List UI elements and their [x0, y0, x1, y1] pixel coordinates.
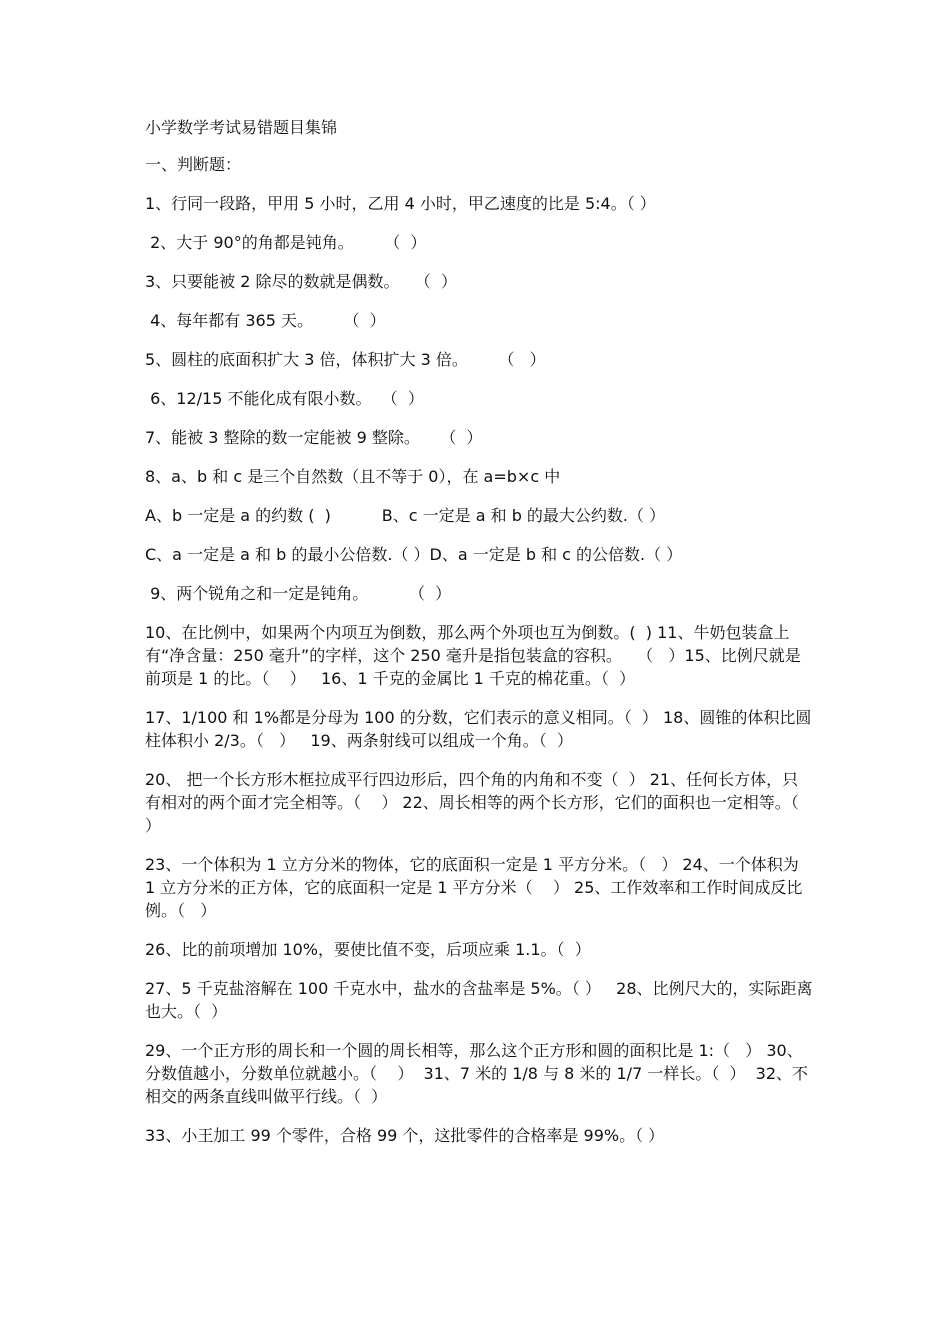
question-item: 2、大于 90°的角都是钝角。 （ ）	[145, 233, 427, 252]
question-item: 33、小王加工 99 个零件，合格 99 个，这批零件的合格率是 99%。（ ）	[145, 1126, 665, 1145]
question-item: 26、比的前项增加 10%，要使比值不变，后项应乘 1.1。（ ）	[145, 940, 591, 959]
question-item: 8、a、b 和 c 是三个自然数（且不等于 0），在 a=b×c 中	[145, 467, 561, 486]
question-paragraph: 27、5 千克盐溶解在 100 千克水中，盐水的含盐率是 5%。（ ） 28、比例尺大的，实际距离也大。（ ）	[145, 979, 813, 1021]
question-item: 1、行同一段路，甲用 5 小时，乙用 4 小时，甲乙速度的比是 5:4。（ ）	[145, 194, 656, 213]
question-item: 6、12/15 不能化成有限小数。 （ ）	[145, 389, 424, 408]
question-item: 5、圆柱的底面积扩大 3 倍，体积扩大 3 倍。 （ ）	[145, 350, 546, 369]
question-option: C、a 一定是 a 和 b 的最小公倍数.（ ）D、a 一定是 b 和 c 的公倍数.（ ）	[145, 545, 683, 564]
question-item: 7、能被 3 整除的数一定能被 9 整除。 （ ）	[145, 428, 483, 447]
question-paragraph: 20、 把一个长方形木框拉成平行四边形后，四个角的内角和不变（ ） 21、任何长方体，只有相对的两个面才完全相等。（ ） 22、周长相等的两个长方形，它们的面积也一定相等。（ ）	[145, 770, 815, 835]
document-title: 小学数学考试易错题目集锦	[145, 118, 338, 137]
question-paragraph: 10、在比例中，如果两个内项互为倒数，那么两个外项也互为倒数。( ) 11、牛奶包装盒上有“净含量：250 毫升”的字样，这个 250 毫升是指包装盒的容积。 （ ）15、比例尺就是前项是 1 的比。（ ） 16、1 千克的金属比 1 千克的棉花重。（ ）	[145, 623, 801, 688]
question-paragraph: 23、一个体积为 1 立方分米的物体，它的底面积一定是 1 平方分米。（ ） 24、一个体积为 1 立方分米的正方体，它的底面积一定是 1 平方分米（ ） 25、工作效率和工作时间成反比例。（ ）	[145, 855, 804, 920]
question-item: 4、每年都有 365 天。 （ ）	[145, 311, 386, 330]
section-heading: 一、判断题：	[145, 155, 242, 174]
question-paragraph: 29、一个正方形的周长和一个圆的周长相等，那么这个正方形和圆的面积比是 1:（ ） 30、分数值越小，分数单位就越小。（ ） 31、7 米的 1/8 与 8 米的 1/7 一样长。（ ） 32、不相交的两条直线叫做平行线。（ ）	[145, 1041, 809, 1106]
question-paragraph: 17、1/100 和 1%都是分母为 100 的分数，它们表示的意义相同。（ ） 18、圆锥的体积比圆柱体积小 2/3。（ ） 19、两条射线可以组成一个角。（ ）	[145, 708, 812, 750]
question-item: 3、只要能被 2 除尽的数就是偶数。 （ ）	[145, 272, 457, 291]
question-option: A、b 一定是 a 的约数 ( ) B、c 一定是 a 和 b 的最大公约数.（ ）	[145, 506, 666, 525]
question-item: 9、两个锐角之和一定是钝角。 （ ）	[145, 584, 452, 603]
document-body	[145, 116, 813, 1163]
